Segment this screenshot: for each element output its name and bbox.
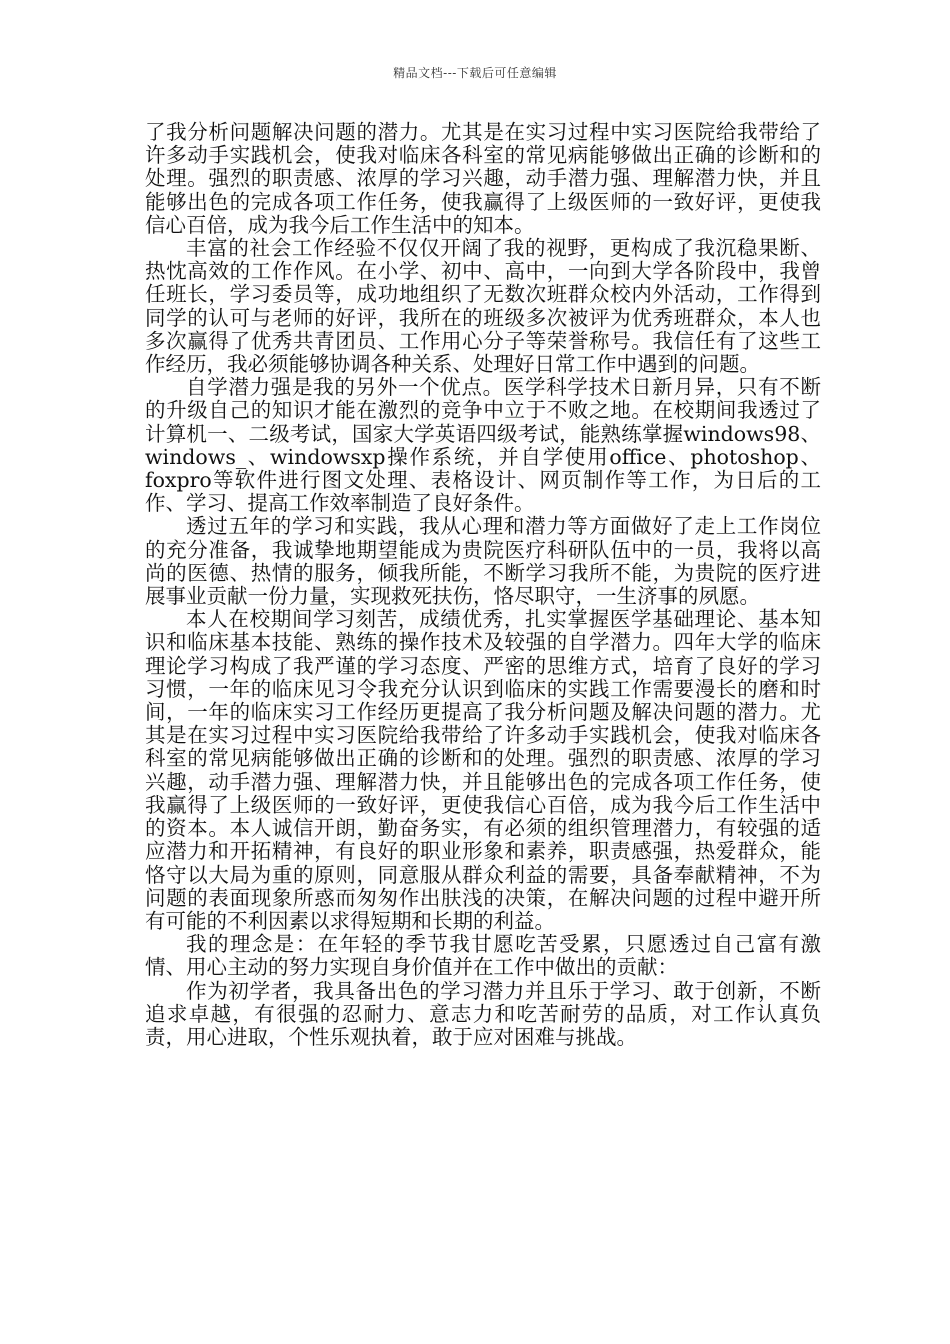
paragraph-7: 作为初学者，我具备出色的学习潜力并且乐于学习、敢于创新，不断追求卓越，有很强的忍耐力、意志力和吃苦耐劳的品质，对工作认真负责，用心进取，个性乐观执着，敢于应对困难与挑战。 [145,978,821,1049]
paragraph-5: 本人在校期间学习刻苦，成绩优秀，扎实掌握医学基础理论、基本知识和临床基本技能、熟练的操作技术及较强的自学潜力。四年大学的临床理论学习构成了我严谨的学习态度、严密的思维方式，培育了良好的学习习惯，一年的临床见习令我充分认识到临床的实践工作需要漫长的磨和时间，一年的临床实习工作经历更提高了我分析问题及解决问题的潜力。尤其是在实习过程中实习医院给我带给了许多动手实践机会，使我对临床各科室的常见病能够做出正确的诊断和的处理。强烈的职责感、浓厚的学习兴趣，动手潜力强、理解潜力快，并且能够出色的完成各项工作任务，使我赢得了上级医师的一致好评，更使我信心百倍，成为我今后工作生活中的资本。本人诚信开朗，勤奋务实，有必须的组织管理潜力，有较强的适应潜力和开拓精神，有良好的职业形象和素养，职责感强，热爱群众，能恪守以大局为重的原则，同意服从群众利益的需要，具备奉献精神，不为问题的表面现象所惑而匆匆作出肤浅的决策，在解决问题的过程中避开所有可能的不利因素以求得短期和长期的利益。 [145,607,821,933]
paragraph-2: 丰富的社会工作经验不仅仅开阔了我的视野，更构成了我沉稳果断、热忱高效的工作作风。在小学、初中、高中，一向到大学各阶段中，我曾任班长，学习委员等，成功地组织了无数次班群众校内外活动，工作得到同学的认可与老师的好评，我所在的班级多次被评为优秀班群众，本人也多次赢得了优秀共青团员、工作用心分子等荣誉称号。我信任有了这些工作经历，我必须能够协调各种关系、处理好日常工作中遇到的问题。 [145,236,821,377]
paragraph-4: 透过五年的学习和实践，我从心理和潜力等方面做好了走上工作岗位的充分准备，我诚挚地期望能成为贵院医疗科研队伍中的一员，我将以高尚的医德、热情的服务，倾我所能，不断学习我所不能，为贵院的医疗进展事业贡献一份力量，实现救死扶伤，恪尽职守，一生济事的夙愿。 [145,514,821,609]
paragraph-3: 自学潜力强是我的另外一个优点。医学科学技术日新月异，只有不断的升级自己的知识才能在激烈的竞争中立于不败之地。在校期间我透过了计算机一、二级考试，国家大学英语四级考试，能熟练掌握windows98、windows_、windowsxp操作系统，并自学使用office、photoshop、foxpro等软件进行图文处理、表格设计、网页制作等工作，为日后的工作、学习、提高工作效率制造了良好条件。 [145,375,821,516]
paragraph-6: 我的理念是：在年轻的季节我甘愿吃苦受累，只愿透过自己富有激情、用心主动的努力实现自身价值并在工作中做出的贡献： [145,932,821,980]
document-body [145,121,821,1049]
paragraph-1: 了我分析问题解决问题的潜力。尤其是在实习过程中实习医院给我带给了许多动手实践机会，使我对临床各科室的常见病能够做出正确的诊断和的处理。强烈的职责感、浓厚的学习兴趣，动手潜力强、理解潜力快，并且能够出色的完成各项工作任务，使我赢得了上级医师的一致好评，更使我信心百倍，成为我今后工作生活中的知本。 [145,120,821,237]
page-header: 精品文档---下载后可任意编辑 [393,66,557,80]
